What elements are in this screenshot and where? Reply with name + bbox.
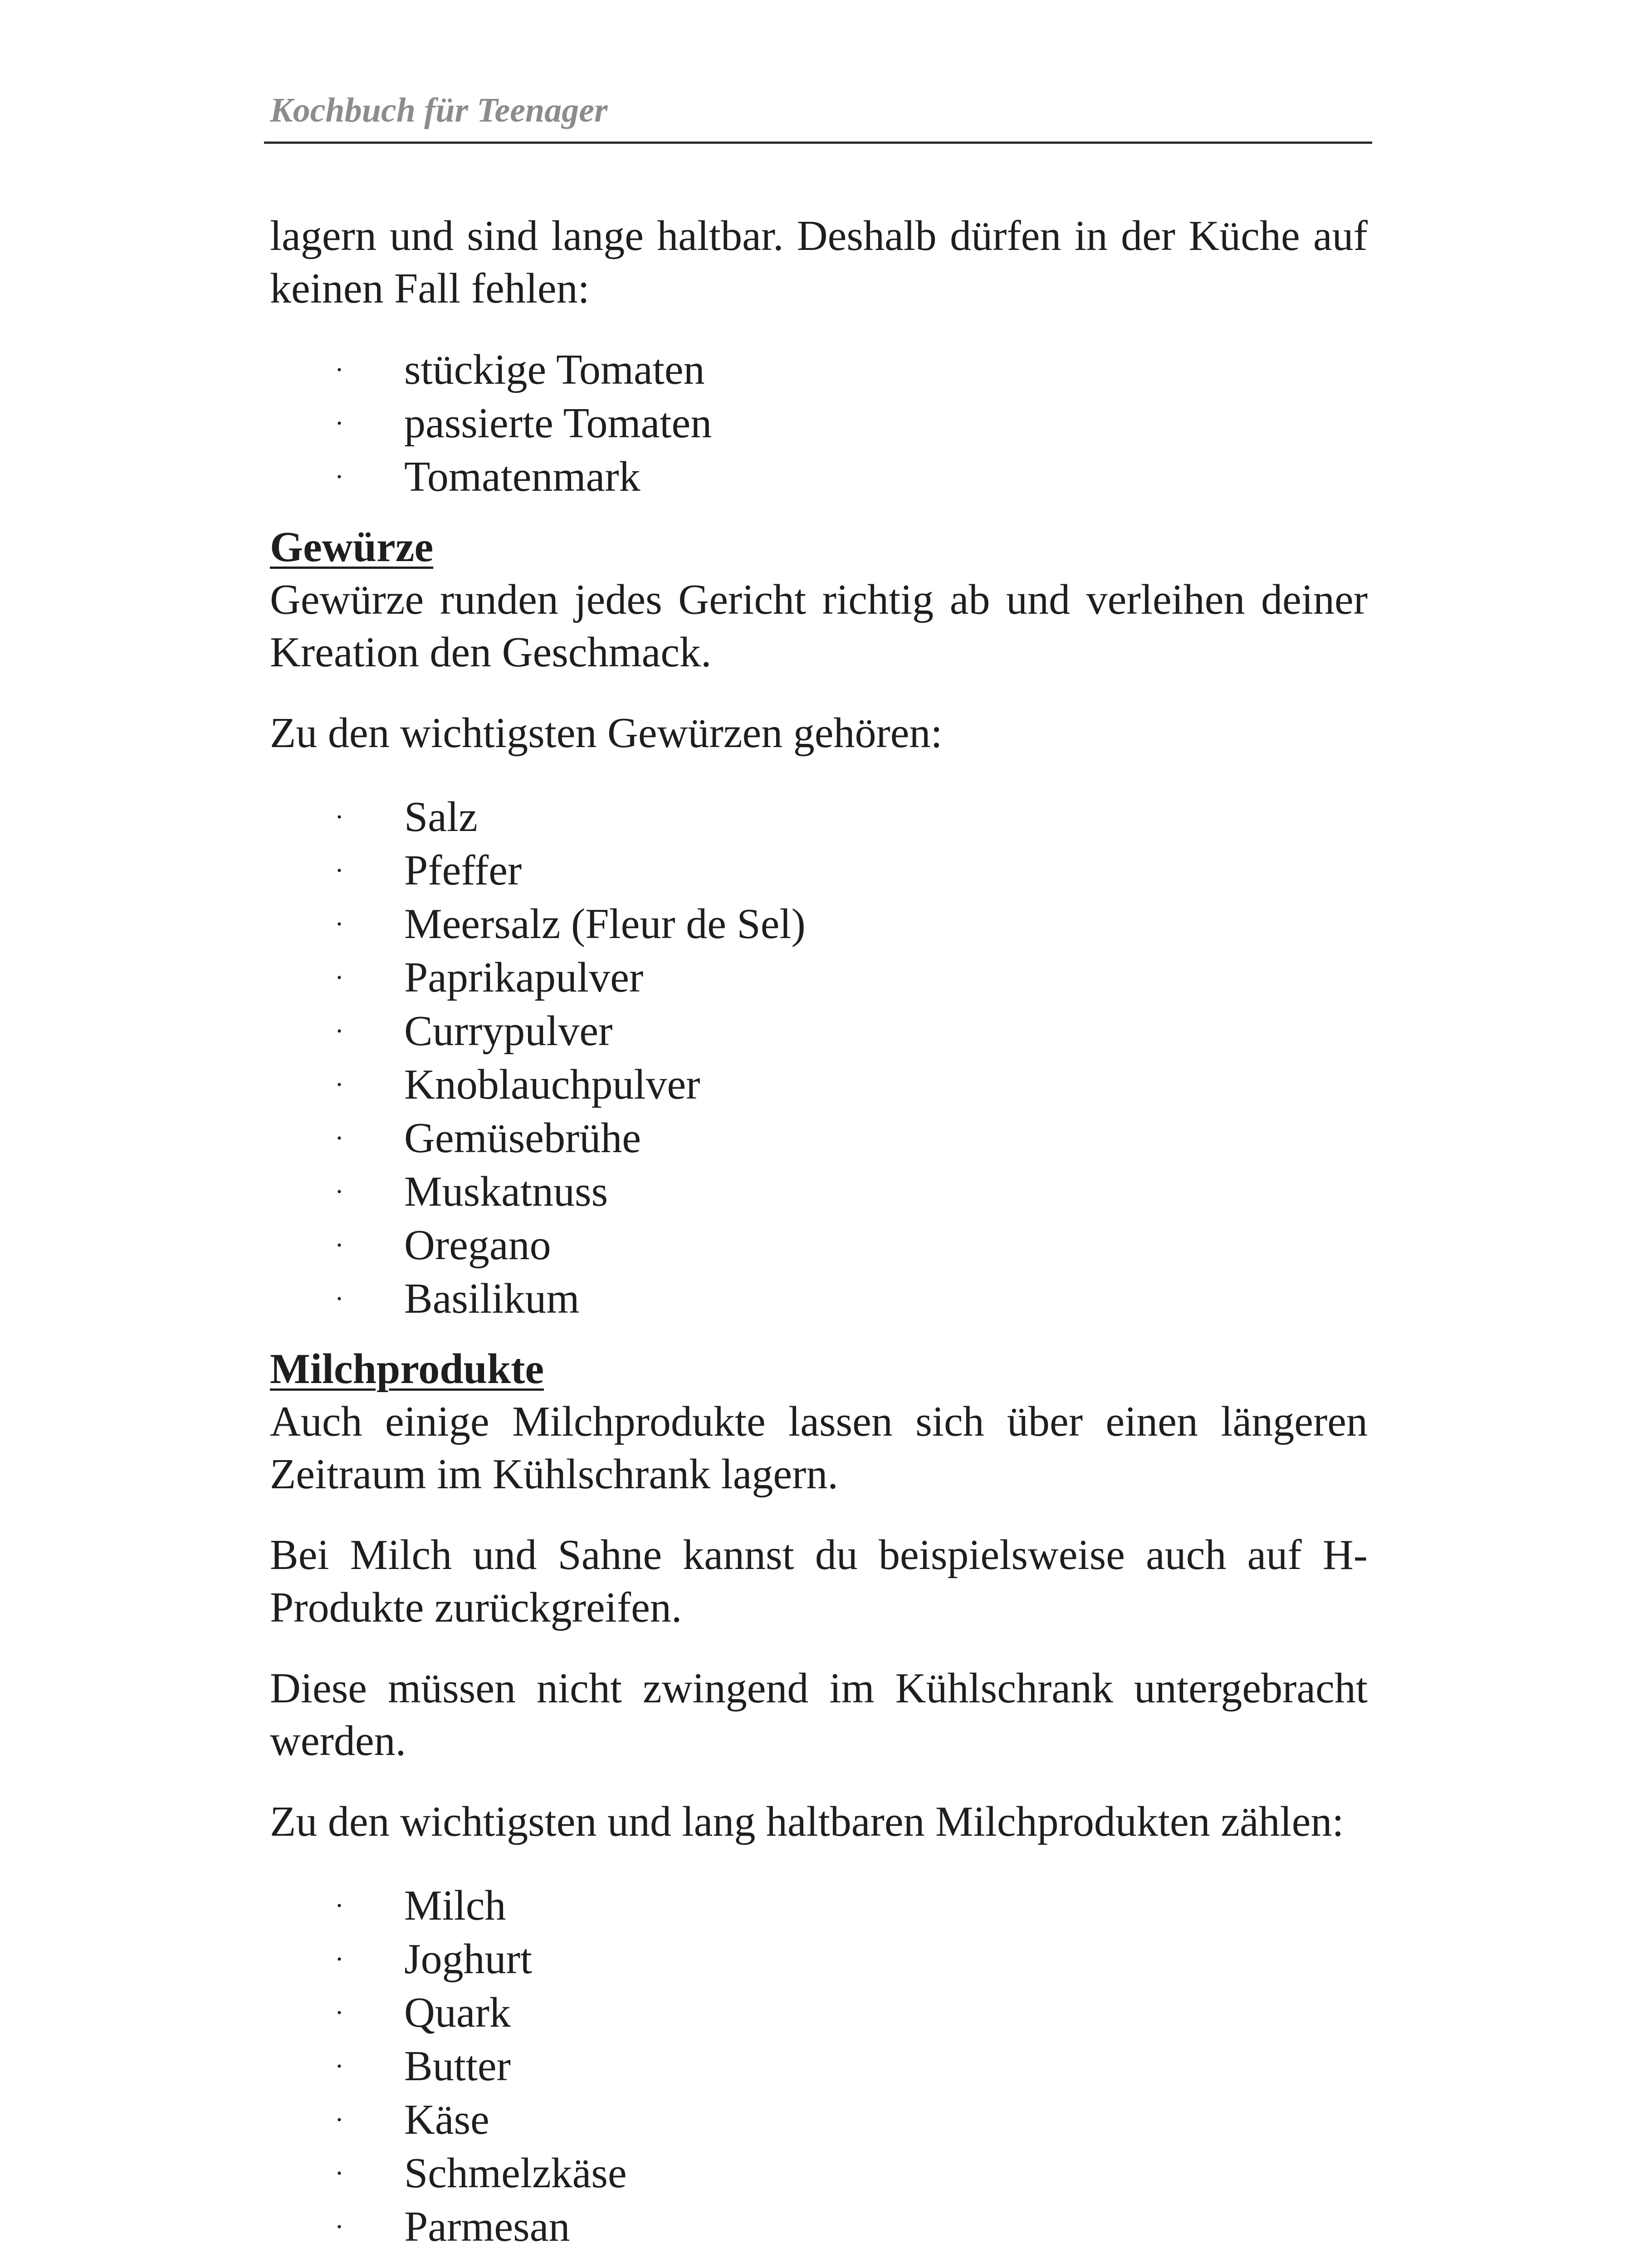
section-heading-gewuerze: Gewürze (270, 523, 434, 571)
bullet-icon: · (335, 1070, 344, 1100)
list-item: · Käse (270, 2093, 1368, 2146)
bullet-icon: · (335, 909, 344, 939)
list-item: · Meersalz (Fleur de Sel) (270, 897, 1368, 951)
gewuerze-paragraph: Gewürze runden jedes Gericht richtig ab und verleihen deiner Kreation den Geschmack. (270, 576, 1368, 676)
page-content (270, 210, 1368, 2253)
milchprodukte-lead: Zu den wichtigsten und lang haltbaren Milchprodukten zählen: (270, 1798, 1344, 1845)
list-item: · Milch (270, 1879, 1368, 1932)
list-item: · passierte Tomaten (270, 396, 1368, 450)
milchprodukte-paragraph-2: Bei Milch und Sahne kannst du beispielsweise auch auf H-Produkte zurückgreifen. (270, 1531, 1368, 1631)
milchprodukte-paragraph-3: Diese müssen nicht zwingend im Kühlschrank untergebracht werden. (270, 1665, 1368, 1765)
section-heading-milchprodukte: Milchprodukte (270, 1345, 544, 1393)
bullet-icon: · (335, 1944, 344, 1974)
bullet-icon: · (335, 1230, 344, 1260)
bullet-icon: · (335, 2105, 344, 2135)
bullet-icon: · (335, 963, 344, 992)
bullet-icon: · (335, 1284, 344, 1314)
bullet-icon: · (335, 462, 344, 492)
list-item: · Salz (270, 790, 1368, 844)
running-header-title: Kochbuch für Teenager (270, 91, 608, 129)
list-item: · Paprikapulver (270, 951, 1368, 1004)
list-item: · Joghurt (270, 1932, 1368, 1986)
header-divider (264, 142, 1372, 144)
bullet-icon: · (335, 855, 344, 885)
bullet-icon: · (335, 1123, 344, 1153)
list-item: · Muskatnuss (270, 1165, 1368, 1218)
list-item: · Butter (270, 2039, 1368, 2093)
bullet-icon: · (335, 802, 344, 832)
bullet-icon: · (335, 1998, 344, 2028)
list-item: · Basilikum (270, 1272, 1368, 1325)
list-item: · Pfeffer (270, 844, 1368, 897)
milchprodukte-list (270, 1879, 1368, 2253)
list-item: · Currypulver (270, 1004, 1368, 1058)
gewuerze-lead: Zu den wichtigsten Gewürzen gehören: (270, 709, 943, 757)
gewuerze-list (270, 790, 1368, 1325)
list-item: · Gemüsebrühe (270, 1111, 1368, 1165)
bullet-icon: · (335, 2212, 344, 2242)
bullet-icon: · (335, 1891, 344, 1921)
tomato-list (270, 343, 1368, 503)
list-item: · Knoblauchpulver (270, 1058, 1368, 1111)
list-item: · Parmesan (270, 2200, 1368, 2253)
list-item: · Oregano (270, 1218, 1368, 1272)
bullet-icon: · (335, 1016, 344, 1046)
milchprodukte-paragraph-1: Auch einige Milchprodukte lassen sich über einen längeren Zeitraum im Kühlschrank lagern. (270, 1398, 1368, 1498)
list-item: · stückige Tomaten (270, 343, 1368, 396)
list-item: · Quark (270, 1986, 1368, 2039)
list-item: · Tomatenmark (270, 450, 1368, 503)
bullet-icon: · (335, 2051, 344, 2081)
intro-paragraph: lagern und sind lange haltbar. Deshalb dürfen in der Küche auf keinen Fall fehlen: (270, 212, 1368, 312)
bullet-icon: · (335, 355, 344, 385)
bullet-icon: · (335, 1177, 344, 1207)
list-item: · Schmelzkäse (270, 2146, 1368, 2200)
bullet-icon: · (335, 408, 344, 438)
bullet-icon: · (335, 2158, 344, 2188)
